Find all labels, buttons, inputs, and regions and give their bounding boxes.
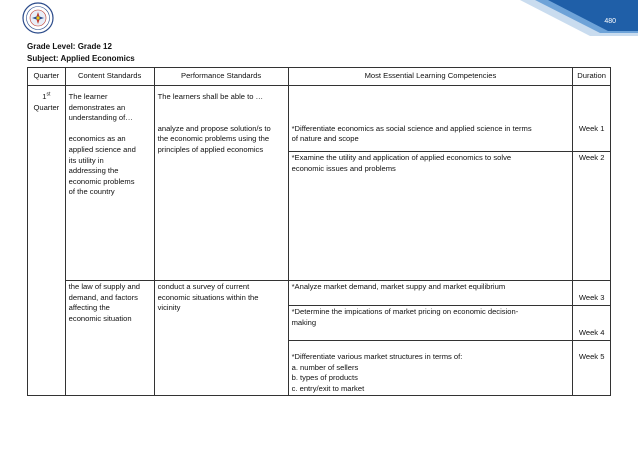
deped-seal-icon — [22, 2, 54, 34]
performance-line: economic situations within the — [157, 292, 259, 302]
header-row — [28, 68, 611, 86]
content-standards-cell — [65, 281, 154, 396]
content-line: The learner — [68, 92, 108, 101]
competency-line: *Determine the impications of market pricing on economic decision- — [291, 307, 519, 316]
quarter-number: 1 — [42, 92, 47, 101]
grade-level: Grade Level: Grade 12 — [27, 42, 112, 51]
duration-cell — [573, 306, 611, 341]
table-row — [28, 281, 611, 306]
competency-cell — [288, 341, 573, 396]
quarter-cell — [28, 86, 66, 396]
content-line: economic situation — [68, 313, 132, 323]
quarter-word: Quarter — [33, 102, 60, 112]
duration-cell — [573, 341, 611, 396]
competency-cell — [288, 306, 573, 341]
table-row — [28, 86, 611, 152]
competency-line: a. number of sellers — [291, 362, 359, 372]
performance-standards-cell — [154, 281, 288, 396]
duration-value: Week 5 — [578, 352, 605, 361]
content-line: applied science and — [68, 144, 136, 154]
duration-value: Week 1 — [578, 124, 605, 134]
performance-line: the economic problems using the — [157, 134, 270, 144]
competency-line: *Analyze market demand, market suppy and market equilibrium — [291, 282, 506, 291]
content-line: affecting the — [68, 303, 110, 313]
duration-value: Week 4 — [578, 328, 605, 338]
competency-line: economic issues and problems — [291, 163, 396, 173]
header-content-standards: Content Standards — [65, 68, 154, 86]
competency-cell — [288, 86, 573, 152]
subject: Subject: Applied Economics — [27, 54, 135, 63]
content-line: addressing the — [68, 166, 119, 176]
header-competencies: Most Essential Learning Competencies — [288, 68, 573, 86]
competency-line: *Examine the utility and application of applied economics to solve — [291, 153, 512, 162]
performance-line: conduct a survey of current — [157, 282, 250, 291]
performance-line: analyze and propose solution/s to — [157, 123, 271, 133]
competency-line: *Differentiate various market structures in terms of: — [291, 352, 463, 361]
competency-line: c. entry/exit to market — [291, 383, 365, 393]
content-line: economic problems — [68, 176, 135, 186]
curriculum-table — [27, 67, 611, 396]
performance-line: principles of applied economics — [157, 144, 264, 154]
performance-line: vicinity — [157, 303, 181, 313]
content-line: of the country — [68, 187, 115, 197]
duration-value: Week 3 — [578, 293, 605, 303]
content-line: understanding of… — [68, 113, 133, 123]
duration-cell — [573, 281, 611, 306]
header-performance-standards: Performance Standards — [154, 68, 288, 86]
duration-cell — [573, 86, 611, 152]
page-number: 480 — [604, 18, 616, 25]
duration-cell — [573, 152, 611, 281]
content-line: demonstrates an — [68, 102, 126, 112]
performance-standards-cell — [154, 86, 288, 281]
header-banner — [0, 0, 638, 36]
competency-cell — [288, 152, 573, 281]
content-line: its utility in — [68, 155, 104, 165]
competency-line: making — [291, 317, 317, 327]
header-duration: Duration — [573, 68, 611, 86]
competency-line: *Differentiate economics as social science and applied science in terms — [291, 123, 532, 133]
competency-line: of nature and scope — [291, 134, 359, 144]
content-line: economics as an — [68, 134, 126, 144]
duration-value: Week 2 — [578, 153, 605, 162]
content-line: demand, and factors — [68, 292, 138, 302]
competency-line: b. types of products — [291, 373, 358, 383]
quarter-suffix: st — [46, 91, 51, 98]
performance-intro: The learners shall be able to … — [157, 92, 264, 101]
header-quarter: Quarter — [28, 68, 66, 86]
content-standards-cell — [65, 86, 154, 281]
content-line: the law of supply and — [68, 282, 141, 291]
competency-cell — [288, 281, 573, 306]
